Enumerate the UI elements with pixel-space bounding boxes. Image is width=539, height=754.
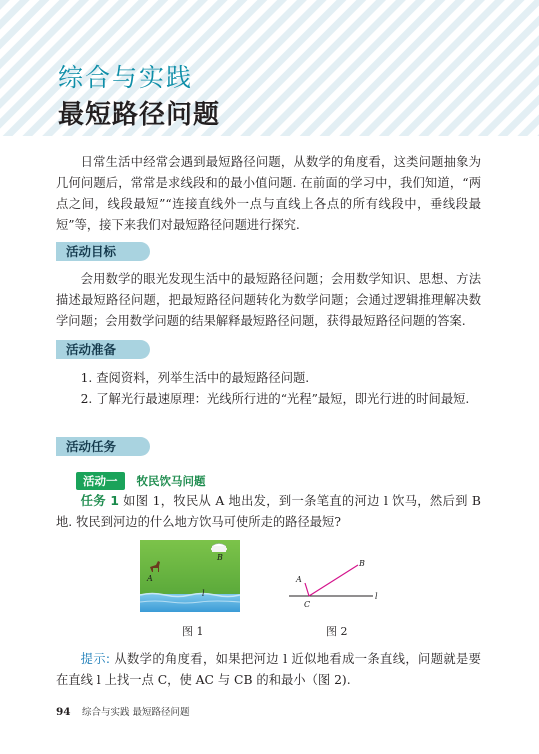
page-title-line1: 综合与实践 (58, 63, 194, 92)
title-banner (0, 0, 539, 136)
fig1-label-b: B (217, 553, 223, 562)
figure-2-caption: 图 2 (326, 625, 348, 638)
task1-text: 如图 1，牧民从 A 地出发，到一条笔直的河边 l 饮马，然后到 B 地. 牧民到河边的什么地方饮马可使所走的路径最短? (56, 494, 481, 529)
hint-paragraph (56, 649, 481, 691)
goal-paragraph: 会用数学的眼光发现生活中的最短路径问题；会用数学知识、思想、方法描述最短路径问题，把最短路径问题转化为数学问题；会通过逻辑推理解决数学问题；会用数学问题的结果解释最短路径问题，获得最短路径问题的答案. (56, 272, 481, 328)
page-footer (56, 704, 190, 718)
meadow-river-picture (140, 540, 240, 612)
activity-name: 牧民饮马问题 (136, 474, 206, 488)
hint-label: 提示: (80, 652, 111, 666)
geometry-diagram (285, 556, 385, 618)
intro-paragraph: 日常生活中经常会遇到最短路径问题，从数学的角度看，这类问题抽象为几何问题后，常常是求线段和的最小值问题. 在前面的学习中，我们知道，“两点之间，线段最短”“连接直线外一点与直线上各点的所有线段中，垂线段最短”等，接下来我们对最短路径问题进行探究. (56, 155, 481, 232)
prep-item-1: 1. 查阅资料，列举生活中的最短路径问题. (80, 371, 310, 385)
activity-title (76, 472, 206, 490)
prep-list (56, 368, 481, 410)
activity-tag: 活动一 (76, 472, 125, 490)
task1-paragraph (56, 491, 481, 533)
fig2-label-b: B (359, 559, 365, 568)
prep-item-2: 2. 了解光行最速原理：光线所行进的“光程”最短，即光行进的时间最短. (80, 392, 470, 406)
section-heading-prep: 活动准备 (56, 340, 150, 359)
footer-text: 综合与实践 最短路径问题 (81, 707, 190, 718)
segment-ac (305, 583, 309, 596)
page-number: 94 (56, 706, 71, 718)
section-heading-goal: 活动目标 (56, 242, 150, 261)
hint-text: 从数学的角度看，如果把河边 l 近似地看成一条直线，问题就是要在直线 l 上找一点 C，使 AC 与 CB 的和最小（图 2). (56, 652, 481, 687)
figure-1-caption: 图 1 (182, 625, 204, 638)
figure-1-illustration (140, 540, 240, 612)
fig2-label-c: C (304, 600, 311, 609)
fig2-label-a: A (296, 575, 302, 584)
section-heading-task: 活动任务 (56, 437, 150, 456)
fig1-label-l: l (202, 589, 205, 598)
figure-2-diagram (285, 556, 385, 618)
fig2-label-l: l (375, 592, 378, 601)
page-title-line2: 最短路径问题 (58, 100, 221, 130)
fig1-label-a: A (147, 574, 153, 583)
segment-cb (309, 565, 358, 596)
task1-label: 任务 1 (80, 494, 119, 508)
